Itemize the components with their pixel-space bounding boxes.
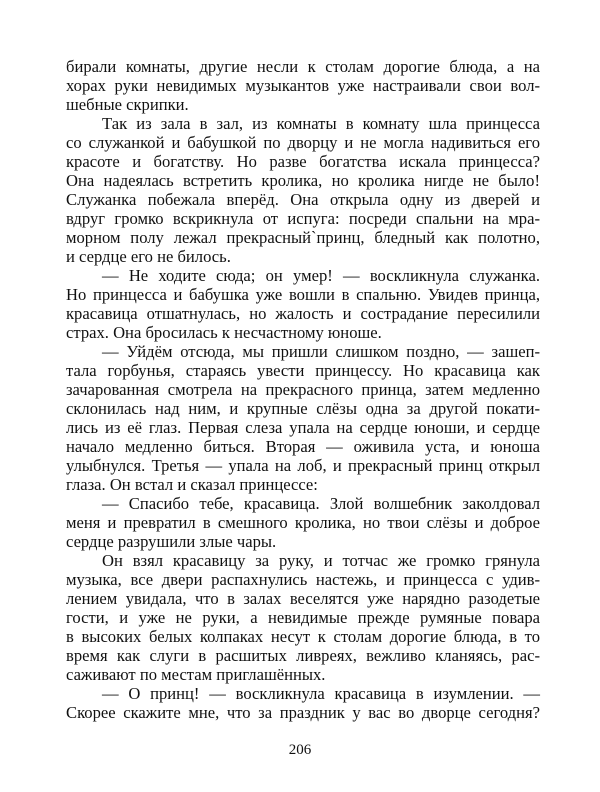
text-line: со служанкой и бабушкой по дворцу и не могла надивиться его xyxy=(66,133,540,152)
text-line: морном полу лежал прекрасный`принц, бледный как полотно, xyxy=(66,228,540,247)
page-number: 206 xyxy=(288,742,312,758)
text-line: глаза. Он встал и сказал принцессе: xyxy=(66,475,318,494)
text-line: и сердце его не билось. xyxy=(66,247,231,266)
text-line: Служанка побежала вперёд. Она открыла одну из дверей и xyxy=(66,190,540,209)
text-line: — Уйдём отсюда, мы пришли слишком поздно, — зашеп- xyxy=(102,342,540,361)
text-line: красоте и богатству. Но разве богатства искала принцесса? xyxy=(66,152,540,171)
text-line: — Спасибо тебе, красавица. Злой волшебник заколдовал xyxy=(102,494,540,513)
text-line: хорах руки невидимых музыкантов уже настраивали свои вол- xyxy=(66,76,540,95)
paragraph xyxy=(66,266,540,342)
text-line: меня и превратил в смешного кролика, но твои слёзы и доброе xyxy=(66,513,540,532)
text-line: страх. Она бросилась к несчастному юноше. xyxy=(66,323,382,342)
text-line: зачарованная смотрела на прекрасного принца, затем медленно xyxy=(66,380,540,399)
text-line: гости, и уже не руки, а невидимые прежде румяные повара xyxy=(66,608,540,627)
paragraph xyxy=(66,494,540,551)
text-line: лись из её глаз. Первая слеза упала на сердце юноши, и сердце xyxy=(66,418,540,437)
text-line: — О принц! — воскликнула красавица в изумлении. — xyxy=(102,684,540,703)
text-line: вдруг громко вскрикнула от испуга: посреди спальни на мра- xyxy=(66,209,540,228)
paragraph xyxy=(66,57,540,114)
text-line: сердце разрушили злые чары. xyxy=(66,532,277,551)
text-line: Но принцесса и бабушка уже вошли в спальню. Увидев принца, xyxy=(66,285,540,304)
text-line: время как слуги в расшитых ливреях, вежливо кланяясь, рас- xyxy=(66,646,540,665)
text-line: склонилась над ним, и крупные слёзы одна за другой покати- xyxy=(66,399,540,418)
text-line: шебные скрипки. xyxy=(66,95,189,114)
text-line: Он взял красавицу за руку, и тотчас же громко грянула xyxy=(102,551,540,570)
text-line: тала горбунья, стараясь увести принцессу. Но красавица как xyxy=(66,361,540,380)
paragraph xyxy=(66,551,540,684)
text-line: Скорее скажите мне, что за праздник у вас во дворце сегодня? xyxy=(66,703,540,722)
text-line: бирали комнаты, другие несли к столам дорогие блюда, а на xyxy=(66,57,540,76)
text-line: улыбнулся. Третья — упала на лоб, и прекрасный принц открыл xyxy=(66,456,540,475)
paragraph xyxy=(66,342,540,494)
paragraph xyxy=(66,114,540,266)
text-line: в высоких белых колпаках несут к столам дорогие блюда, в то xyxy=(66,627,540,646)
paragraph xyxy=(66,684,540,722)
text-line: саживают по местам приглашённых. xyxy=(66,665,326,684)
text-line: музыка, все двери распахнулись настежь, и принцесса с удив- xyxy=(66,570,540,589)
page-body-text xyxy=(66,57,540,722)
text-line: красавица отшатнулась, но жалость и сострадание пересилили xyxy=(66,304,540,323)
text-line: начало медленно биться. Вторая — оживила уста, и юноша xyxy=(66,437,540,456)
text-line: — Не ходите сюда; он умер! — воскликнула служанка. xyxy=(102,266,540,285)
text-line: Она надеялась встретить кролика, но кролика нигде не было! xyxy=(66,171,540,190)
text-line: лением увидала, что в залах веселятся уже нарядно разодетые xyxy=(66,589,540,608)
text-line: Так из зала в зал, из комнаты в комнату шла принцесса xyxy=(102,114,540,133)
